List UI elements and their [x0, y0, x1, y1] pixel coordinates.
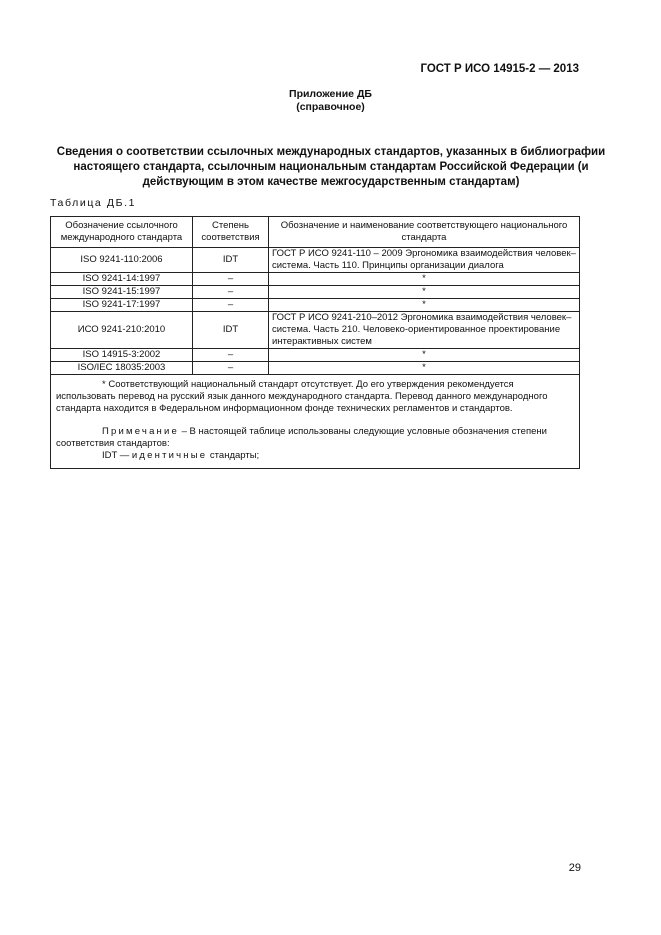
degree-cell: – — [193, 273, 269, 286]
footnote-text: * Соответствующий национальный стандарт отсутствует. До его утверждения рекомендуется использовать перевод на русский язык данного международного стандарта. Перевод данного международного стандарта находится в Федеральном информационном фонде технических регламентов и стандартов. — [56, 379, 548, 414]
degree-cell: IDT — [193, 248, 269, 273]
degree-cell: – — [193, 286, 269, 299]
degree-cell: – — [193, 299, 269, 312]
table-row — [51, 248, 580, 273]
legend-separator: — — [117, 450, 132, 461]
intl-standard-cell: ISO 9241-17:1997 — [51, 299, 193, 312]
table-header-row — [51, 217, 580, 248]
correspondence-table — [50, 216, 580, 469]
legend-code: IDT — [102, 450, 118, 461]
table-row — [51, 362, 580, 375]
annex-heading — [0, 88, 661, 114]
intl-standard-cell: ISO 14915-3:2002 — [51, 349, 193, 362]
degree-cell: IDT — [193, 312, 269, 349]
national-standard-cell: * — [269, 273, 580, 286]
table-row — [51, 349, 580, 362]
legend-rest: стандарты; — [207, 450, 260, 461]
heading-line-1: Сведения о соответствии ссылочных международных стандартов, указанных в библиографии — [56, 146, 606, 158]
document-code: ГОСТ Р ИСО 14915-2 — 2013 — [420, 63, 579, 75]
table-notes-cell — [51, 375, 580, 469]
column-header: Обозначение и наименование соответствующего национального стандарта — [269, 217, 580, 248]
annex-subtitle: (справочное) — [296, 101, 365, 113]
intl-standard-cell: ISO/IEC 18035:2003 — [51, 362, 193, 375]
intl-standard-cell: ISO 9241-14:1997 — [51, 273, 193, 286]
page-number: 29 — [568, 862, 581, 874]
heading-line-3: действующим в этом качестве межгосударственным стандартам) — [142, 176, 520, 188]
national-standard-cell: * — [269, 299, 580, 312]
degree-cell: – — [193, 362, 269, 375]
intl-standard-cell: ISO 9241-110:2006 — [51, 248, 193, 273]
table-row — [51, 312, 580, 349]
table-notes-row — [51, 375, 580, 469]
degree-cell: – — [193, 349, 269, 362]
national-standard-cell: ГОСТ Р ИСО 9241-210–2012 Эргономика взаимодействия человек–система. Часть 210. Человеко-ориентированное проектирование интерактивных систем — [269, 312, 580, 349]
note-text: – В настоящей таблице использованы следующие условные обозначения степени соответствия стандартов: — [56, 426, 547, 449]
legend-word: идентичные — [131, 450, 208, 461]
table-row — [51, 299, 580, 312]
annex-title: Приложение ДБ — [289, 88, 372, 100]
table-row — [51, 273, 580, 286]
national-standard-cell: ГОСТ Р ИСО 9241-110 – 2009 Эргономика взаимодействия человек–система. Часть 110. Принципы организации диалога — [269, 248, 580, 273]
national-standard-cell: * — [269, 362, 580, 375]
column-header: Обозначение ссылочного международного стандарта — [51, 217, 193, 248]
table-note — [56, 426, 575, 450]
note-label: Примечание — [102, 426, 179, 437]
intl-standard-cell: ИСО 9241-210:2010 — [51, 312, 193, 349]
section-heading — [48, 145, 614, 190]
table-caption: Таблица ДБ.1 — [50, 197, 137, 209]
column-header: Степень соответствия — [193, 217, 269, 248]
intl-standard-cell: ISO 9241-15:1997 — [51, 286, 193, 299]
table-row — [51, 286, 580, 299]
national-standard-cell: * — [269, 286, 580, 299]
national-standard-cell: * — [269, 349, 580, 362]
legend-entry — [56, 450, 575, 462]
heading-line-2: настоящего стандарта, ссылочным национальным стандартам Российской Федерации (и — [73, 161, 589, 173]
